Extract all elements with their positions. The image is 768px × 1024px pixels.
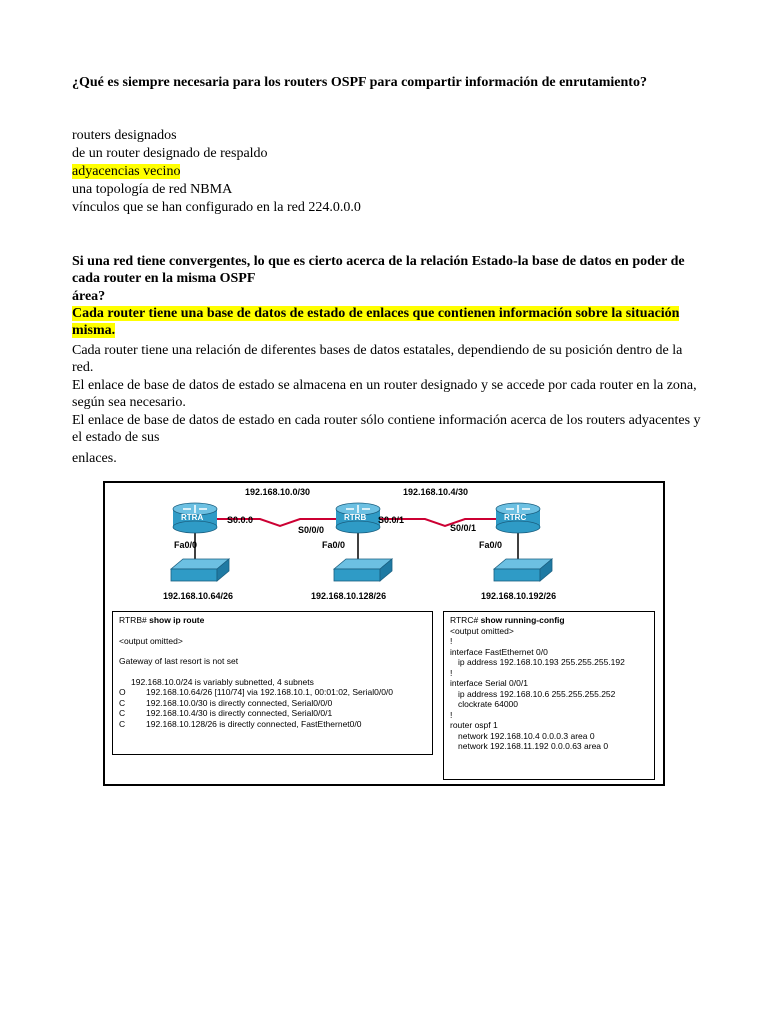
router-name-rtra: RTRA [181,513,204,522]
rtrc-command-line [450,615,648,626]
lan-a-label: 192.168.10.64/26 [163,591,234,601]
rtrc-fa-label: Fa0/0 [479,540,503,550]
question-2-text-end: área? [72,289,106,304]
rtrb-serial-left-label: S0/0/0 [298,525,325,535]
switch-icon-a [171,559,229,581]
option-3-wrapper [72,163,180,181]
route-code: C [119,697,126,708]
route-code: C [119,718,126,729]
link-bc-network: 192.168.10.4/30 [403,487,469,497]
config-line: ip address 192.168.10.6 255.255.255.252 [458,688,616,699]
router-name-rtrb: RTRB [344,513,367,522]
question-2-option-1: Cada router tiene una relación de diferentes bases de datos estatales, dependiendo de su posición dentro de la red. [72,343,683,375]
rtrb-subnetted: 192.168.10.0/24 is variably subnetted, 4 subnets [131,676,314,687]
option-1: routers designados [72,128,177,143]
route-text: 192.168.10.4/30 is directly connected, Serial0/0/1 [146,708,333,718]
option-2: de un router designado de respaldo [72,146,268,161]
route-row [119,698,426,709]
question-2-answer [72,305,702,339]
option-4: una topología de red NBMA [72,182,233,197]
rtrb-command: show ip route [149,615,205,625]
rtrc-serial-label: S0/0/1 [450,523,477,533]
router-name-rtrc: RTRC [504,513,527,522]
rtrc-output-box [443,611,655,780]
config-line: ! [450,709,453,720]
rtrb-gateway: Gateway of last resort is not set [119,656,239,666]
route-row [119,719,426,730]
question-1-text: ¿Qué es siempre necesaria para los routers OSPF para compartir información de enrutamiento? [72,75,647,90]
rtrb-omitted: <output omitted> [119,635,183,646]
answer-highlighted: Cada router tiene una base de datos de estado de enlaces que contienen información sobre la situación misma. [72,306,680,338]
rtra-serial-label: S0.0.0 [227,515,254,525]
question-2-option-2: El enlace de base de datos de estado se almacena en un router designado y se accede por cada router en la zona, según sea necesario. [72,378,697,410]
rtrb-fa-label: Fa0/0 [322,540,346,550]
question-2-text: Si una red tiene convergentes, lo que es cierto acerca de la relación Estado-la base de datos en poder de cada router en la misma OSPF [72,254,685,286]
route-text: 192.168.10.0/30 is directly connected, Serial0/0/0 [146,697,333,708]
rtrb-output-box [112,611,433,755]
switch-icon-b [334,559,392,581]
config-line: network 192.168.10.4 0.0.0.3 area 0 [458,730,595,741]
question-2-option-3: El enlace de base de datos de estado en cada router sólo contiene información acerca de los routers adyacentes y el estado de sus [72,413,701,445]
route-row [119,708,426,719]
question-2-tail: enlaces. [72,451,117,466]
rtrb-command-line [119,615,426,626]
rtrb-serial-right-label: S0.0/1 [378,515,405,525]
config-line: router ospf 1 [450,720,498,730]
lan-c-label: 192.168.10.192/26 [481,591,557,601]
config-line: ip address 192.168.10.193 255.255.255.192 [458,657,625,667]
config-line: interface Serial 0/0/1 [450,678,528,688]
option-3-highlighted: adyacencias vecino [72,164,181,179]
rtrc-omitted: <output omitted> [450,625,514,636]
rtrc-prompt: RTRC# [450,615,479,625]
config-line: ! [450,636,453,646]
route-code: C [119,708,126,718]
route-row [119,687,426,698]
route-text: 192.168.10.64/26 [110/74] via 192.168.10.1, 00:01:02, Serial0/0/0 [146,687,394,697]
network-figure [103,481,665,786]
switch-icon-c [494,559,552,581]
config-line: interface FastEthernet 0/0 [450,646,548,657]
config-line: network 192.168.11.192 0.0.0.63 area 0 [458,741,609,751]
lan-b-label: 192.168.10.128/26 [311,591,387,601]
route-text: 192.168.10.128/26 is directly connected, FastEthernet0/0 [146,718,362,729]
config-line: ! [450,667,453,678]
link-ab-network: 192.168.10.0/30 [245,487,311,497]
rtra-fa-label: Fa0/0 [174,540,198,550]
option-5: vínculos que se han configurado en la red 224.0.0.0 [72,200,361,215]
route-code: O [119,687,126,697]
config-line: clockrate 64000 [458,699,519,709]
rtrb-prompt: RTRB# [119,615,147,625]
rtrc-command: show running-config [480,615,565,625]
